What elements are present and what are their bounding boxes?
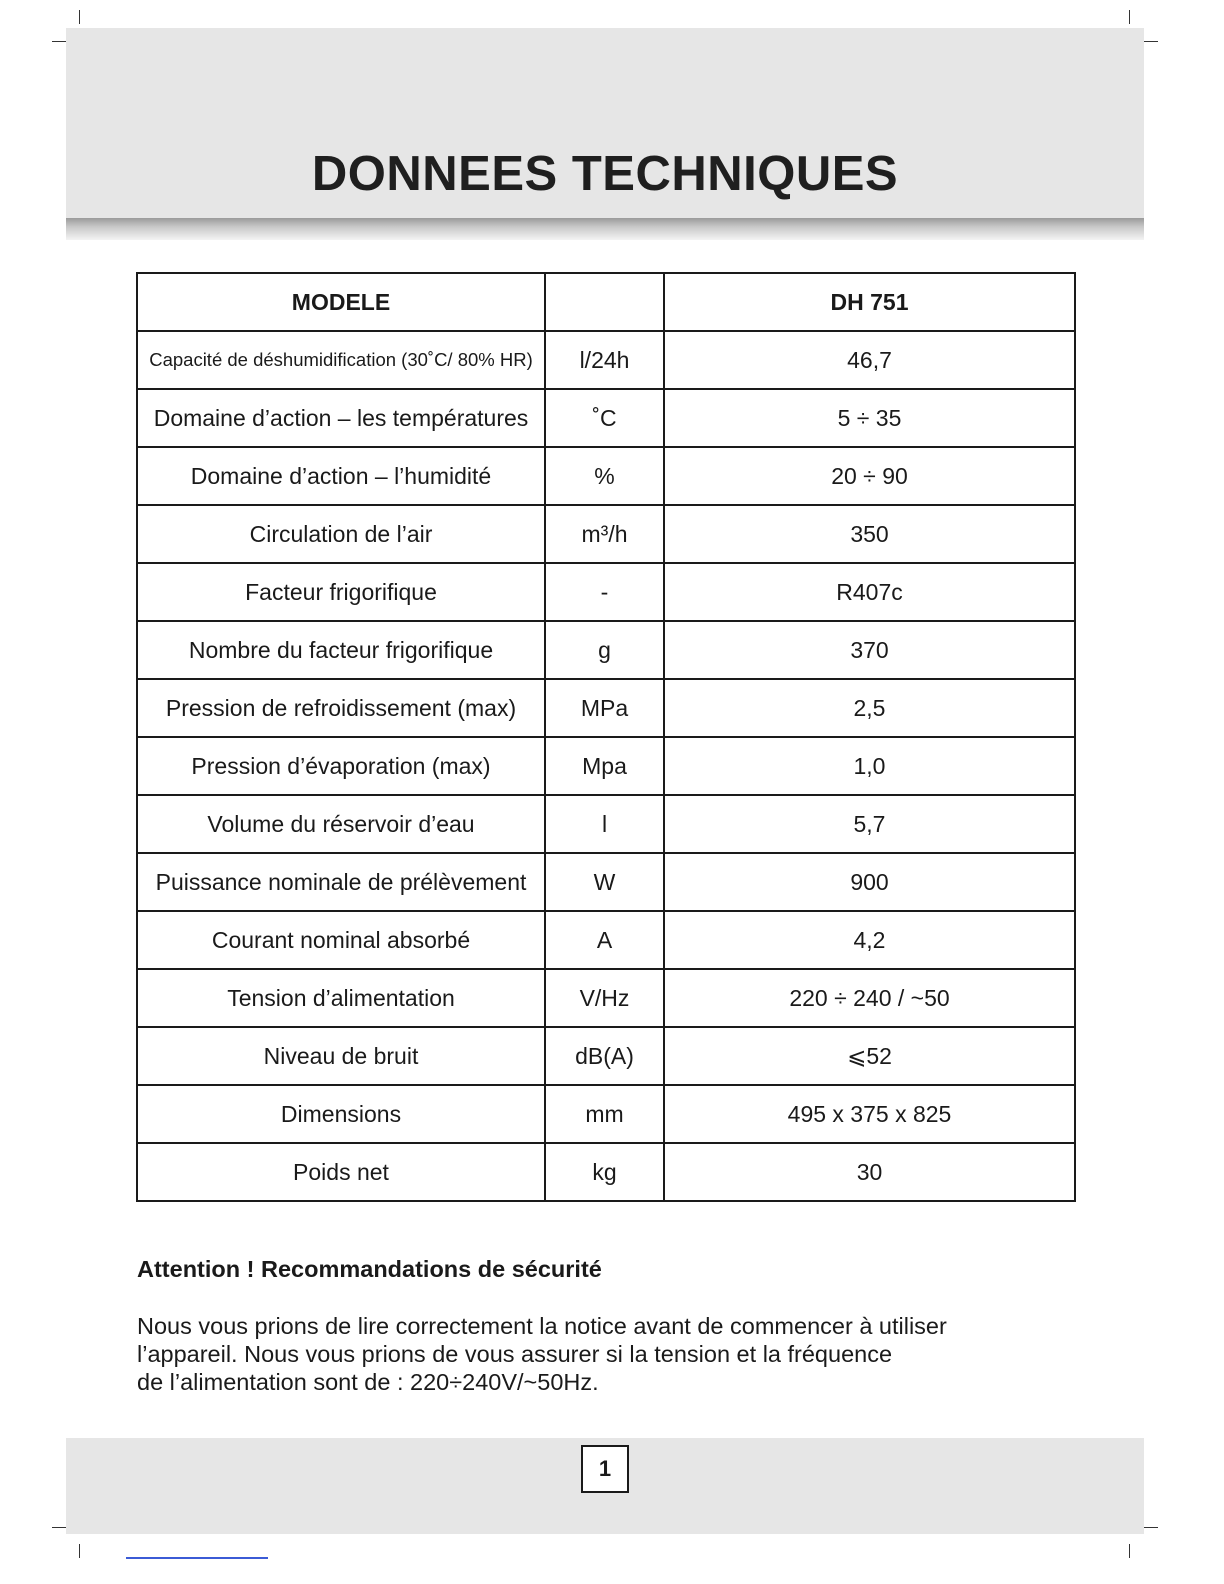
row-unit: % <box>545 447 664 505</box>
row-value: 5 ÷ 35 <box>664 389 1075 447</box>
crop-mark <box>79 1544 80 1558</box>
row-label: Dimensions <box>137 1085 545 1143</box>
row-unit: - <box>545 563 664 621</box>
row-value: 900 <box>664 853 1075 911</box>
header-model: MODELE <box>137 273 545 331</box>
row-unit: l/24h <box>545 331 664 389</box>
table-row <box>137 447 1075 505</box>
row-value: 4,2 <box>664 911 1075 969</box>
row-value: 220 ÷ 240 / ~50 <box>664 969 1075 1027</box>
crop-mark <box>1129 10 1130 24</box>
row-value: 2,5 <box>664 679 1075 737</box>
table-row <box>137 1143 1075 1201</box>
table-row <box>137 737 1075 795</box>
page-number: 1 <box>581 1445 629 1493</box>
crop-mark <box>1144 1527 1158 1528</box>
header-unit <box>545 273 664 331</box>
row-unit: ˚C <box>545 389 664 447</box>
crop-mark <box>1144 41 1158 42</box>
crop-mark <box>52 41 66 42</box>
table-row <box>137 911 1075 969</box>
table-row <box>137 853 1075 911</box>
table-row <box>137 389 1075 447</box>
row-label: Capacité de déshumidification (30˚C/ 80% HR) <box>137 331 545 389</box>
row-unit: kg <box>545 1143 664 1201</box>
row-label: Nombre du facteur frigorifique <box>137 621 545 679</box>
row-label: Pression de refroidissement (max) <box>137 679 545 737</box>
row-unit: W <box>545 853 664 911</box>
link-underline <box>126 1557 268 1559</box>
row-unit: MPa <box>545 679 664 737</box>
row-unit: m³/h <box>545 505 664 563</box>
row-value: 5,7 <box>664 795 1075 853</box>
notice-title: Attention ! Recommandations de sécurité <box>137 1256 602 1282</box>
row-label: Tension d’alimentation <box>137 969 545 1027</box>
row-unit: mm <box>545 1085 664 1143</box>
row-value: ⩽52 <box>664 1027 1075 1085</box>
row-value: R407c <box>664 563 1075 621</box>
row-label: Domaine d’action – les températures <box>137 389 545 447</box>
notice-line: de l’alimentation sont de : 220÷240V/~50Hz. <box>137 1369 599 1395</box>
row-value: 370 <box>664 621 1075 679</box>
table-row <box>137 969 1075 1027</box>
crop-mark <box>52 1527 66 1528</box>
table-header-row <box>137 273 1075 331</box>
row-value: 350 <box>664 505 1075 563</box>
row-label: Poids net <box>137 1143 545 1201</box>
row-value: 30 <box>664 1143 1075 1201</box>
table-row <box>137 563 1075 621</box>
specs-table <box>136 272 1076 1202</box>
table-row <box>137 679 1075 737</box>
row-label: Facteur frigorifique <box>137 563 545 621</box>
notice-body <box>137 1312 1037 1396</box>
row-unit: Mpa <box>545 737 664 795</box>
row-label: Domaine d’action – l’humidité <box>137 447 545 505</box>
row-value: 20 ÷ 90 <box>664 447 1075 505</box>
table-row <box>137 1085 1075 1143</box>
row-label: Puissance nominale de prélèvement <box>137 853 545 911</box>
table-row <box>137 1027 1075 1085</box>
table-row <box>137 331 1075 389</box>
row-label: Circulation de l’air <box>137 505 545 563</box>
row-value: 46,7 <box>664 331 1075 389</box>
row-unit: V/Hz <box>545 969 664 1027</box>
page-title: DONNEES TECHNIQUES <box>311 147 899 201</box>
row-unit: g <box>545 621 664 679</box>
notice-line: l’appareil. Nous vous prions de vous assurer si la tension et la fréquence <box>137 1341 893 1367</box>
header-model-value: DH 751 <box>664 273 1075 331</box>
row-label: Volume du réservoir d’eau <box>137 795 545 853</box>
header-shadow <box>66 218 1144 240</box>
row-unit: A <box>545 911 664 969</box>
crop-mark <box>79 10 80 24</box>
row-value: 495 x 375 x 825 <box>664 1085 1075 1143</box>
row-value: 1,0 <box>664 737 1075 795</box>
row-unit: l <box>545 795 664 853</box>
row-label: Courant nominal absorbé <box>137 911 545 969</box>
row-label: Pression d’évaporation (max) <box>137 737 545 795</box>
table-row <box>137 505 1075 563</box>
row-label: Niveau de bruit <box>137 1027 545 1085</box>
crop-mark <box>1129 1544 1130 1558</box>
row-unit: dB(A) <box>545 1027 664 1085</box>
table-row <box>137 795 1075 853</box>
notice-line: Nous vous prions de lire correctement la notice avant de commencer à utiliser <box>137 1313 947 1339</box>
table-row <box>137 621 1075 679</box>
